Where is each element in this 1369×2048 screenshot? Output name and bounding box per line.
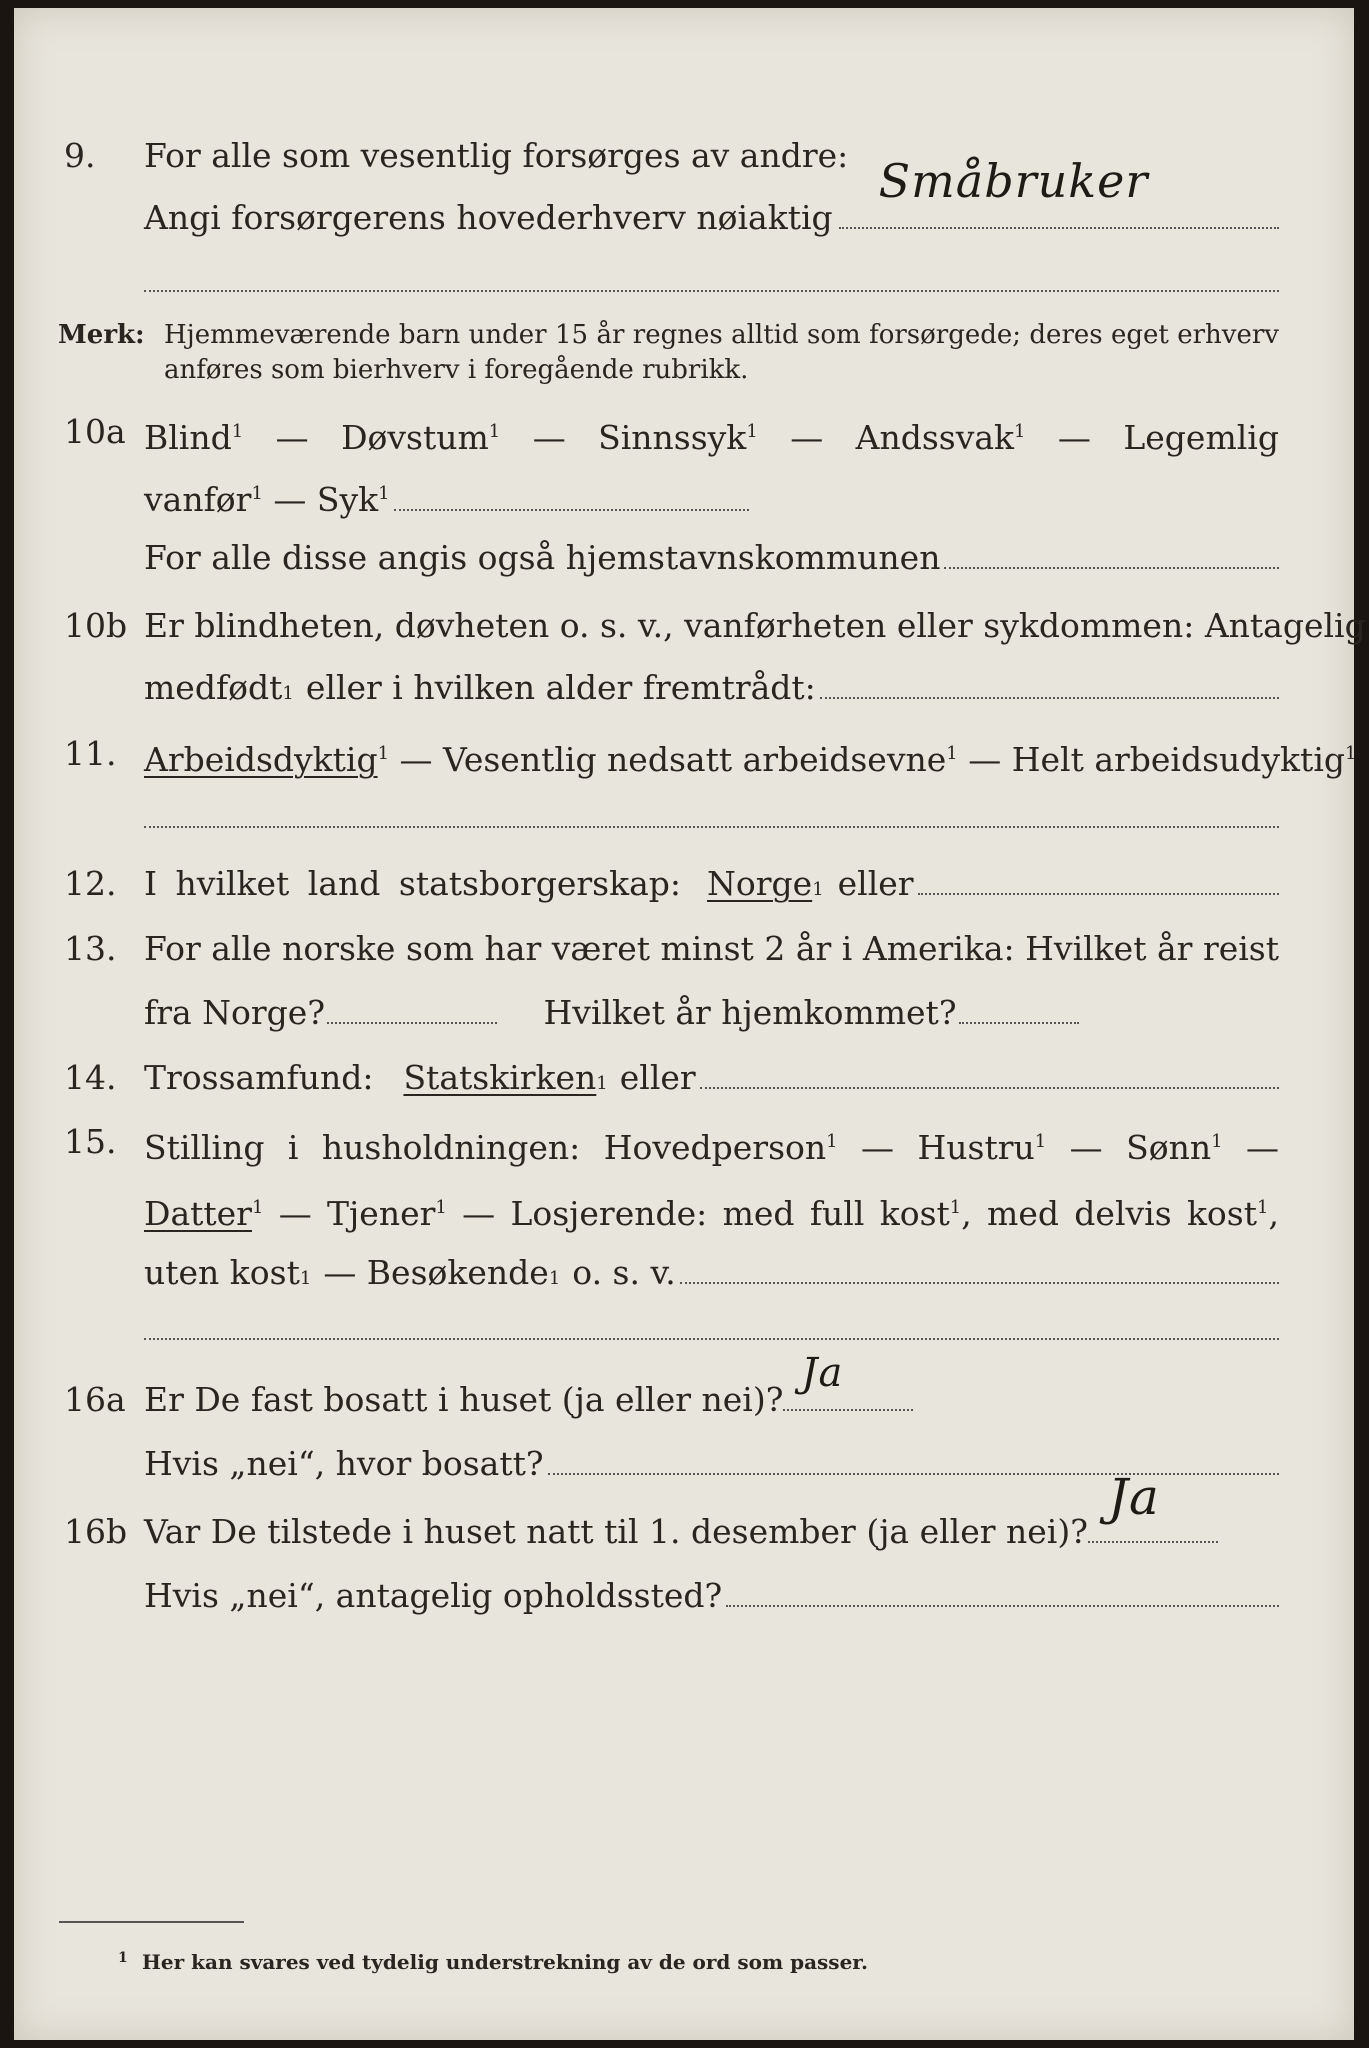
q15-blank-line <box>144 1338 1279 1340</box>
footnote-ref: 1 <box>949 1197 962 1218</box>
q16b-answer-handwritten: Ja <box>1107 1468 1160 1526</box>
q10a-syk-blank <box>394 483 749 511</box>
footnote-ref: 1 <box>251 483 263 504</box>
option-delvis-kost: , med delvis kost <box>961 1194 1258 1233</box>
q15-osv: o. s. v. <box>572 1253 676 1292</box>
q15-blank <box>680 1256 1279 1284</box>
q14-number: 14. <box>64 1058 117 1097</box>
q10b-alder-blank <box>820 671 1279 699</box>
option-arbeidsdyktig-underlined: Arbeidsdyktig <box>144 740 378 779</box>
q10a-line2-text <box>144 474 1279 520</box>
q16a-bosatt-label: Hvis „nei“, hvor bosatt? <box>144 1444 544 1483</box>
q16a-number: 16a <box>64 1380 126 1419</box>
footnote-ref: 1 <box>596 1073 608 1094</box>
footnote-ref: 1 <box>231 421 244 442</box>
footnote-mark: 1 <box>118 1950 128 1966</box>
option-arbeidsudyktig: — Helt arbeidsudyktig <box>968 740 1345 779</box>
footnote-ref: 1 <box>435 1197 447 1218</box>
footnote-ref: 1 <box>299 1268 312 1289</box>
q9-number: 9. <box>64 136 96 175</box>
q16a-answer-handwritten: Ja <box>801 1350 844 1396</box>
option-dovstum: — Døvstum <box>275 418 489 457</box>
q9-text: For alle som vesentlig forsørges av andre: <box>144 136 849 175</box>
q9-blank-line <box>144 290 1279 292</box>
census-form-page <box>14 8 1366 2040</box>
option-uten-kost: uten kost <box>144 1253 300 1292</box>
q10b-text: Er blindheten, døvheten o. s. v., vanførheten eller sykdommen: Antagelig <box>144 606 1366 645</box>
q14-label: Trossamfund: <box>144 1058 374 1097</box>
q14-blank <box>700 1061 1279 1089</box>
option-losjerende: — Losjerende: <box>462 1194 708 1233</box>
q11-options <box>144 734 1357 780</box>
q10a-number: 10a <box>64 412 126 451</box>
q13-reist-label: fra Norge? <box>144 993 326 1032</box>
footnote-rule <box>59 1921 244 1923</box>
q10b-number: 10b <box>64 606 128 645</box>
comma: , <box>1268 1194 1279 1233</box>
q15-number: 15. <box>64 1122 117 1161</box>
footnote-text: Her kan svares ved tydelig understrekning av de ord som passer. <box>142 1950 868 1974</box>
option-hustru: — Hustru <box>861 1128 1035 1167</box>
q13-hjemkommet-blank <box>959 996 1079 1024</box>
q12-blank <box>918 867 1279 895</box>
footnote-ref: 1 <box>1014 421 1026 442</box>
q12-number: 12. <box>64 864 117 903</box>
option-legemlig: — Legemlig <box>1057 418 1279 457</box>
q13-hjemkommet-label: Hvilket år hjemkommet? <box>543 993 957 1032</box>
q15-line1-options <box>144 1122 1279 1168</box>
option-nedsatt-arbeidsevne: — Vesentlig nedsatt arbeidsevne <box>399 740 947 779</box>
q10a-hjemstavn-label: For alle disse angis også hjemstavnskommunen <box>144 538 941 577</box>
dash: — <box>1246 1128 1279 1167</box>
footnote-ref: 1 <box>1257 1197 1269 1218</box>
footnote-ref: 1 <box>946 743 958 764</box>
q13-number: 13. <box>64 929 117 968</box>
footnote-ref: 1 <box>826 1131 838 1152</box>
q15-line2-options <box>144 1188 1279 1234</box>
option-hovedperson: Hovedperson <box>603 1128 827 1167</box>
footnote-ref: 1 <box>1345 743 1357 764</box>
footnote-ref: 1 <box>251 1197 264 1218</box>
option-full-kost: med full kost <box>722 1194 950 1233</box>
q9-label: Angi forsørgerens hovederhverv nøiaktig <box>144 198 833 237</box>
option-tjener: — Tjener <box>278 1194 436 1233</box>
q16a-bosatt-blank <box>548 1447 1279 1475</box>
option-besokende: — Besøkende <box>323 1253 549 1292</box>
option-andssvak: — Andssvak <box>790 418 1015 457</box>
q16b-number: 16b <box>64 1512 128 1551</box>
option-norge-underlined: Norge <box>707 864 813 903</box>
footnote-ref: 1 <box>378 483 390 504</box>
option-syk: — Syk <box>273 480 379 519</box>
footnote-ref: 1 <box>377 743 390 764</box>
footnote-ref: 1 <box>1211 1131 1223 1152</box>
option-datter-underlined: Datter <box>144 1194 252 1233</box>
q13-reist-blank <box>327 996 497 1024</box>
option-sinnssyk: — Sinnssyk <box>532 418 747 457</box>
q15-label: Stilling i husholdningen: <box>144 1128 581 1167</box>
footnote-ref: 1 <box>282 683 294 704</box>
q13-text: For alle norske som har været minst 2 år i Amerika: Hvilket år reist <box>144 929 1279 968</box>
q9-answer-handwritten: Småbruker <box>878 154 1149 208</box>
q16b-opholdssted-blank <box>726 1579 1279 1607</box>
option-vanfor: vanfør <box>144 480 252 519</box>
merk-label: Merk: <box>58 320 145 350</box>
q14-eller: eller <box>619 1058 696 1097</box>
q16b-question: Var De tilstede i huset natt til 1. desember (ja eller nei)? <box>144 1512 1088 1551</box>
option-medfodt: medfødt <box>144 668 283 707</box>
q12-eller: eller <box>837 864 914 903</box>
q11-blank-line <box>144 826 1279 828</box>
footnote-ref: 1 <box>746 421 758 442</box>
option-blind: Blind <box>144 418 232 457</box>
footnote-ref: 1 <box>548 1268 561 1289</box>
q10a-options <box>144 412 1279 458</box>
q11-number: 11. <box>64 734 117 773</box>
footnote-ref: 1 <box>488 421 501 442</box>
q12-label: I hvilket land statsborgerskap: <box>144 864 682 903</box>
footnote-ref: 1 <box>1034 1131 1047 1152</box>
option-statskirken-underlined: Statskirken <box>403 1058 597 1097</box>
option-sonn: — Sønn <box>1069 1128 1212 1167</box>
footnote-ref: 1 <box>812 879 824 900</box>
q10a-hjemstavn-blank <box>944 541 1279 569</box>
q10b-alder-label: eller i hvilken alder fremtrådt: <box>305 668 816 707</box>
q16a-question: Er De fast bosatt i huset (ja eller nei)? <box>144 1380 784 1419</box>
merk-line2: anføres som bierhverv i foregående rubrikk. <box>164 355 749 385</box>
q16b-opholdssted-label: Hvis „nei“, antagelig opholdssted? <box>144 1576 723 1615</box>
merk-line1: Hjemmeværende barn under 15 år regnes alltid som forsørgede; deres eget erhverv <box>164 320 1279 350</box>
